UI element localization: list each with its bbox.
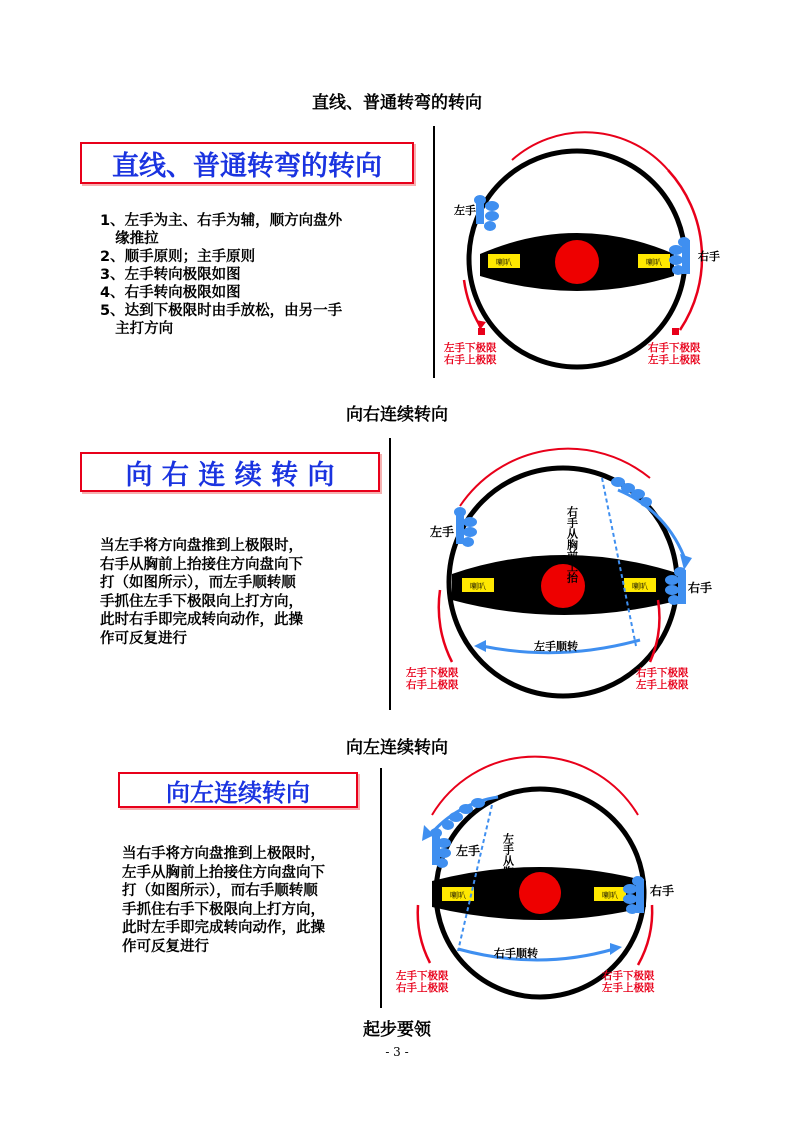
limit-label-right-2: 左手上极限 (602, 982, 655, 994)
paragraph-line: 此时左手即完成转向动作，此操 (122, 920, 325, 936)
limit-label-right-1: 右手下极限 (648, 342, 701, 354)
description-paragraph (100, 537, 303, 648)
wheel-hub (519, 872, 561, 914)
section-heading-start: 起步要领 (363, 1020, 431, 1040)
limit-label-right-2: 左手上极限 (636, 679, 689, 691)
section-title-box: 直线、普通转弯的转向 (80, 142, 414, 184)
limit-marker (478, 328, 485, 335)
blue-arc-arrow (618, 490, 686, 562)
lift-label: 右手从胸前上抬 (565, 506, 579, 583)
arrow-head (474, 640, 486, 652)
left-hand-label: 左手 (430, 525, 455, 539)
paragraph-line: 打（如图所示），而右手顺转顺 (122, 883, 318, 899)
follow-label: 左手顺转 (534, 640, 578, 653)
steering-wheel-diagram-1 (440, 130, 720, 375)
paragraph-line: 作可反复进行 (122, 938, 209, 955)
section-heading-straight: 直线、普通转弯的转向 (312, 93, 482, 113)
limit-label-left-1: 左手下极限 (406, 667, 459, 679)
paragraph-line: 此时右手即完成转向动作，此操 (100, 612, 303, 628)
limit-label-left-2: 右手上极限 (406, 679, 459, 691)
limit-label-left-2: 右手上极限 (444, 354, 497, 366)
limit-label-right-2: 左手上极限 (648, 354, 701, 366)
lift-label: 左手从胸前上抬 (501, 833, 515, 910)
list-item: 3、左手转向极限如图 (100, 267, 241, 283)
limit-label-left-1: 左手下极限 (396, 970, 449, 982)
right-hand-icon (669, 237, 690, 275)
section-heading-right: 向右连续转向 (346, 405, 448, 425)
horn-label: 喇叭 (602, 891, 618, 900)
horn-label: 喇叭 (470, 582, 486, 591)
horn-label: 喇叭 (646, 258, 662, 267)
list-item: 5、达到下极限时由手放松，由另一手 (100, 303, 343, 319)
paragraph-line: 当右手将方向盘推到上极限时， (122, 846, 325, 862)
right-hand-label: 右手 (650, 884, 675, 898)
description-paragraph (122, 845, 325, 956)
steps-list (100, 212, 342, 338)
follow-label: 右手顺转 (494, 947, 538, 960)
left-arc-arrow (418, 905, 430, 963)
list-item: 主打方向 (100, 321, 174, 337)
horn-label: 喇叭 (496, 258, 512, 267)
paragraph-line: 左手从胸前上抬接住方向盘向下 (122, 864, 325, 881)
right-hand-label: 右手 (688, 581, 713, 595)
horn-label: 喇叭 (632, 582, 648, 591)
section-title-box: 向左连续转向 (118, 772, 358, 808)
paragraph-line: 当左手将方向盘推到上极限时， (100, 538, 303, 554)
steering-wheel-diagram-3 (388, 775, 678, 1003)
limit-marker (672, 328, 679, 335)
section-title-box: 向 右 连 续 转 向 (80, 452, 380, 492)
left-hand-label: 左手 (454, 204, 476, 217)
paragraph-line: 手抓住右手下极限向上打方向， (122, 901, 325, 918)
wheel-hub (555, 240, 599, 284)
steering-wheel-diagram-2 (400, 450, 713, 700)
list-item: 1、左手为主、右手为辅，顺方向盘外 (100, 213, 343, 229)
paragraph-line: 手抓住左手下极限向上打方向， (100, 593, 303, 610)
divider-line (389, 438, 391, 710)
limit-label-right-1: 右手下极限 (636, 667, 689, 679)
list-item: 缘推拉 (100, 231, 159, 247)
right-hand-label: 右手 (698, 250, 720, 263)
horn-label: 喇叭 (450, 891, 466, 900)
limit-label-left-1: 左手下极限 (444, 342, 497, 354)
paragraph-line: 作可反复进行 (100, 630, 187, 647)
divider-line (433, 126, 435, 378)
top-hand-icon (611, 477, 652, 507)
page-number: - 3 - (385, 1045, 409, 1059)
paragraph-line: 打（如图所示），而左手顺转顺 (100, 575, 296, 591)
paragraph-line: 右手从胸前上抬接住方向盘向下 (100, 556, 303, 573)
limit-label-left-2: 右手上极限 (396, 982, 449, 994)
divider-line (380, 768, 382, 1008)
arrow-head (610, 943, 622, 955)
list-item: 2、顺手原则；主手原则 (100, 249, 256, 265)
limit-label-right-1: 右手下极限 (602, 970, 655, 982)
list-item: 4、右手转向极限如图 (100, 285, 241, 301)
section-heading-left: 向左连续转向 (346, 738, 448, 758)
left-hand-label: 左手 (456, 844, 481, 858)
